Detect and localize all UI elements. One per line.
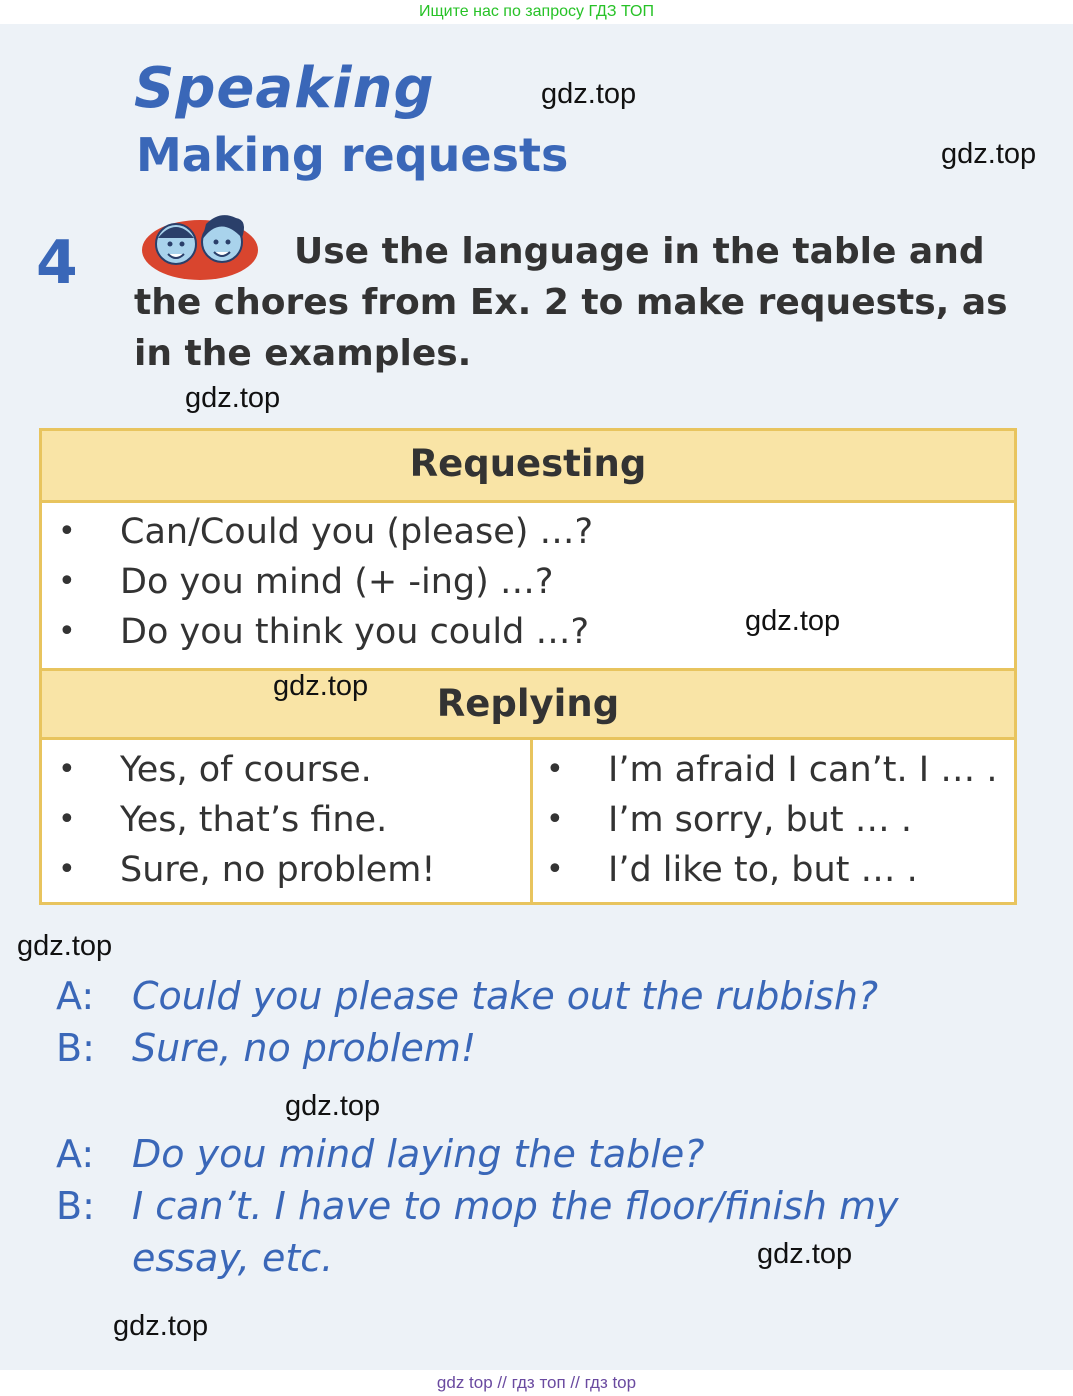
section-title: Speaking [134,56,435,121]
column-divider [530,740,533,902]
requesting-list [48,507,593,657]
dialogue-text: I can’t. I have to mop the floor/finish my [132,1184,899,1228]
replying-yes-list [48,745,435,895]
list-item: • Can/Could you (please) …? [48,507,593,557]
dialogue-line [56,1180,1016,1232]
dialogue-line [56,1232,1016,1284]
list-item: • Sure, no problem! [48,845,435,895]
watermark: gdz.top [185,382,281,414]
list-item: • Yes, of course. [48,745,435,795]
dialogue-text: Do you mind laying the table? [132,1132,705,1176]
dialogue-text: Could you please take out the rubbish? [132,974,879,1018]
speaker-label: B: [56,1184,95,1228]
example-dialogues [56,970,1016,1284]
speaker-label: A: [56,1132,95,1176]
watermark: gdz.top [285,1090,381,1122]
list-item: • I’d like to, but … . [536,845,997,895]
exercise-instruction: Use the language in the table and the chores from Ex. 2 to make requests, as in the examples. [134,231,1008,374]
dialogue-line [56,1128,1016,1180]
section-subtitle: Making requests [136,128,569,182]
list-item: • Do you mind (+ -ing) …? [48,557,593,607]
watermark: gdz.top [541,78,637,110]
replying-header: Replying [42,668,1014,740]
watermark: gdz.top [941,138,1037,170]
speaker-label: B: [56,1026,95,1070]
dialogue-text: essay, etc. [132,1236,334,1280]
top-banner[interactable]: Ищите нас по запросу ГДЗ ТОП [419,3,654,20]
list-item: • I’m sorry, but … . [536,795,997,845]
requesting-header: Requesting [42,431,1014,503]
replying-no-list [536,745,997,895]
exercise-number: 4 [36,228,78,298]
phrases-table [39,428,1017,905]
watermark: gdz.top [113,1310,209,1342]
speaker-label: A: [56,974,95,1018]
list-item: • Yes, that’s fine. [48,795,435,845]
watermark: gdz.top [273,670,369,702]
dialogue-line [56,1022,1016,1074]
watermark: gdz.top [745,605,841,637]
dialogue-line [56,970,1016,1022]
dialogue-text: Sure, no problem! [132,1026,477,1070]
watermark: gdz.top [17,930,113,962]
watermark: gdz.top [757,1238,853,1270]
bottom-banner[interactable]: gdz top // гдз топ // гдз top [436,1373,637,1392]
list-item: • I’m afraid I can’t. I … . [536,745,997,795]
list-item: • Do you think you could …? [48,607,593,657]
